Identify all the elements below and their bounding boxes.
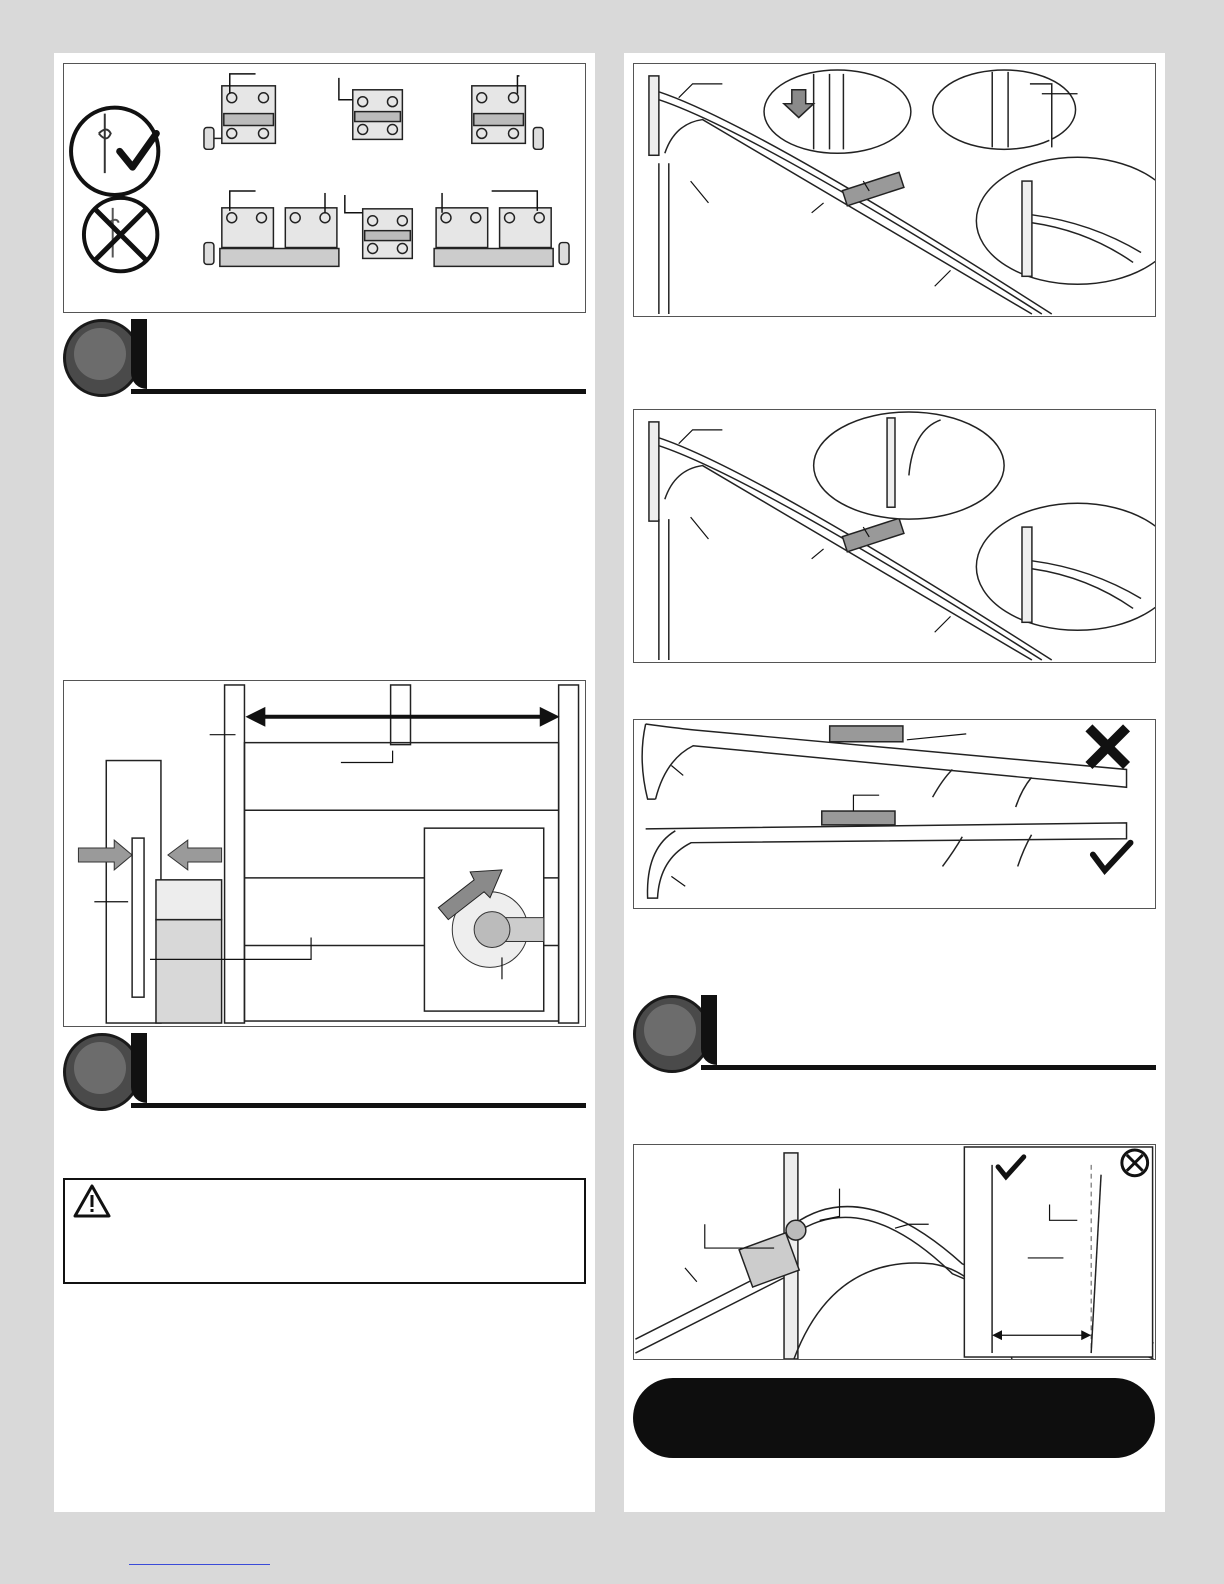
footer-link-underline[interactable] <box>129 1564 270 1565</box>
door-track-figure <box>63 680 586 1027</box>
track-assembly-figure-1 <box>633 63 1156 317</box>
x-mark-icon <box>1089 728 1127 766</box>
prohibited-symbol <box>84 198 157 271</box>
check-symbol <box>71 108 158 195</box>
step-title-bar <box>131 319 586 394</box>
alignment-inset <box>964 1147 1152 1357</box>
jamb-bracket <box>132 838 144 997</box>
step-number-badge <box>63 319 141 397</box>
notice-banner <box>633 1378 1155 1458</box>
step-number-badge <box>63 1033 141 1111</box>
step-number-badge <box>633 995 711 1073</box>
left-panel <box>54 53 595 1512</box>
track-illustration-2 <box>634 410 1155 662</box>
step-title-bar <box>131 1033 586 1108</box>
detail-circle-a <box>764 70 911 153</box>
hinge-top-center <box>353 90 403 140</box>
hinge-bottom-right-double <box>434 208 569 267</box>
detail-inset <box>424 828 543 1011</box>
hinge-bottom-left-double <box>204 208 339 267</box>
roller-bracket-illustration <box>634 1145 1155 1359</box>
track-illustration-1 <box>634 64 1155 316</box>
detail-circle-d <box>814 412 1004 519</box>
step-title-bar <box>701 995 1156 1070</box>
warning-triangle-icon <box>73 1184 111 1218</box>
step-header-3 <box>633 995 1156 1071</box>
warning-box <box>63 1178 586 1284</box>
checkmark-icon <box>120 133 157 167</box>
step-header-2 <box>63 1033 586 1109</box>
hinge-figure <box>63 63 586 313</box>
track-alignment-illustration <box>634 720 1155 908</box>
door-frame-illustration <box>64 681 585 1026</box>
detail-circle-b <box>933 70 1076 149</box>
detail-circle-c <box>976 157 1155 284</box>
track-alignment-figure <box>633 719 1156 909</box>
hinge-illustration <box>64 64 585 312</box>
roller-bracket-figure <box>633 1144 1156 1360</box>
hinge-top-right <box>472 86 543 149</box>
prohibited-icon <box>95 209 147 261</box>
track-assembly-figure-2 <box>633 409 1156 663</box>
leader-lines <box>671 734 966 886</box>
detail-circle-e <box>976 503 1155 630</box>
hinge-top-left <box>204 86 275 149</box>
right-panel <box>624 53 1165 1512</box>
step-header-1 <box>63 319 586 395</box>
hinge-bottom-center <box>363 209 413 259</box>
checkmark-icon <box>1093 843 1131 871</box>
pinch-arrows <box>78 840 221 870</box>
